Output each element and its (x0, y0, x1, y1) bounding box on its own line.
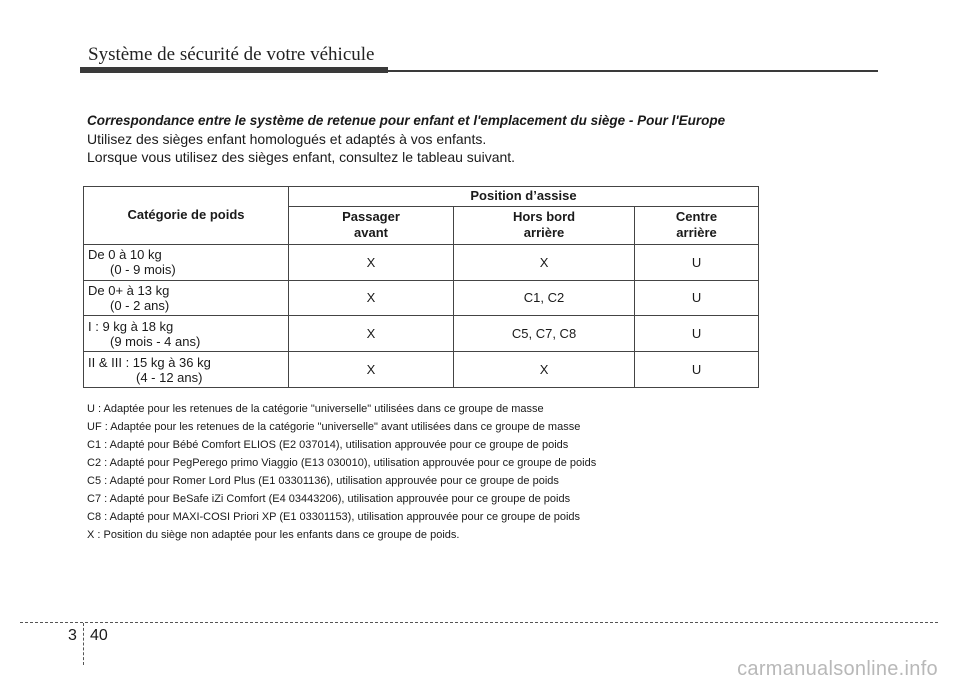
header-col-rear-center (635, 206, 759, 244)
weight-cell (84, 244, 289, 280)
header-seating-position: Position d’assise (289, 187, 759, 207)
table-cell: X (289, 280, 454, 316)
note-item: C2 : Adapté pour PegPerego primo Viaggio (E13 030010), utilisation approuvée pour ce groupe de poids (87, 457, 597, 469)
table-cell: X (289, 244, 454, 280)
age-range: (0 - 2 ans) (110, 297, 170, 313)
table-cell: C1, C2 (454, 280, 635, 316)
page-header-title: Système de sécurité de votre véhicule (88, 44, 375, 65)
header-col-label: Passager (342, 209, 400, 225)
legend-notes (87, 400, 867, 544)
table-header-row (84, 187, 759, 207)
header-rule-thin (388, 70, 878, 72)
section-subtitle: Correspondance entre le système de retenue pour enfant et l'emplacement du siège - Pour l'Europe (87, 113, 726, 128)
table-cell: X (289, 316, 454, 352)
header-col-label: Hors bord (512, 209, 576, 225)
page-number: 40 (90, 627, 108, 644)
header-col-label: avant (354, 225, 388, 241)
table-row (84, 280, 759, 316)
table-row (84, 352, 759, 388)
header-col-label: arrière (523, 225, 565, 241)
age-range: (0 - 9 mois) (110, 262, 176, 278)
header-rule-thick (80, 67, 388, 73)
header-col-front-passenger (289, 206, 454, 244)
note-item: C8 : Adapté pour MAXI-COSI Priori XP (E1 03301153), utilisation approuvée pour ce groupe de poids (87, 511, 581, 523)
weight-range: II & III : 15 kg à 36 kg (88, 354, 211, 370)
note-item: C5 : Adapté pour Romer Lord Plus (E1 03301136), utilisation approuvée pour ce groupe de poids (87, 475, 559, 487)
table-cell: U (635, 352, 759, 388)
note-item: C1 : Adapté pour Bébé Comfort ELIOS (E2 037014), utilisation approuvée pour ce groupe de poids (87, 439, 569, 451)
weight-range: I : 9 kg à 18 kg (88, 318, 174, 334)
intro-line-2: Lorsque vous utilisez des sièges enfant, consultez le tableau suivant. (87, 149, 516, 165)
header-weight-category: Catégorie de poids (84, 187, 289, 245)
table-cell: X (454, 244, 635, 280)
chapter-number: 3 (68, 627, 77, 644)
note-item: X : Position du siège non adaptée pour les enfants dans ce groupe de poids. (87, 529, 460, 541)
table-cell: X (454, 352, 635, 388)
footer-page-separator (83, 623, 84, 665)
header-col-label: Centre (675, 209, 718, 225)
table-cell: U (635, 280, 759, 316)
weight-cell (84, 280, 289, 316)
weight-cell (84, 352, 289, 388)
age-range: (4 - 12 ans) (136, 369, 203, 385)
intro-section (87, 112, 877, 166)
intro-line-1: Utilisez des sièges enfant homologués et adaptés à vos enfants. (87, 131, 487, 147)
table-cell: U (635, 316, 759, 352)
note-item: U : Adaptée pour les retenues de la catégorie "universelle" utilisées dans ce groupe de masse (87, 403, 544, 415)
table-cell: X (289, 352, 454, 388)
header-col-label: arrière (676, 225, 717, 241)
header-col-rear-outboard (454, 206, 635, 244)
weight-range: De 0 à 10 kg (88, 247, 162, 263)
age-range: (9 mois - 4 ans) (110, 333, 201, 349)
seat-position-table (83, 186, 759, 388)
table-cell: U (635, 244, 759, 280)
table-row (84, 244, 759, 280)
weight-cell (84, 316, 289, 352)
footer-divider (20, 622, 938, 623)
weight-range: De 0+ à 13 kg (88, 282, 170, 298)
note-item: UF : Adaptée pour les retenues de la catégorie "universelle" avant utilisées dans ce groupe de masse (87, 421, 581, 433)
note-item: C7 : Adapté pour BeSafe iZi Comfort (E4 03443206), utilisation approuvée pour ce groupe de poids (87, 493, 571, 505)
watermark: carmanualsonline.info (737, 658, 938, 680)
table-row (84, 316, 759, 352)
table-cell: C5, C7, C8 (454, 316, 635, 352)
